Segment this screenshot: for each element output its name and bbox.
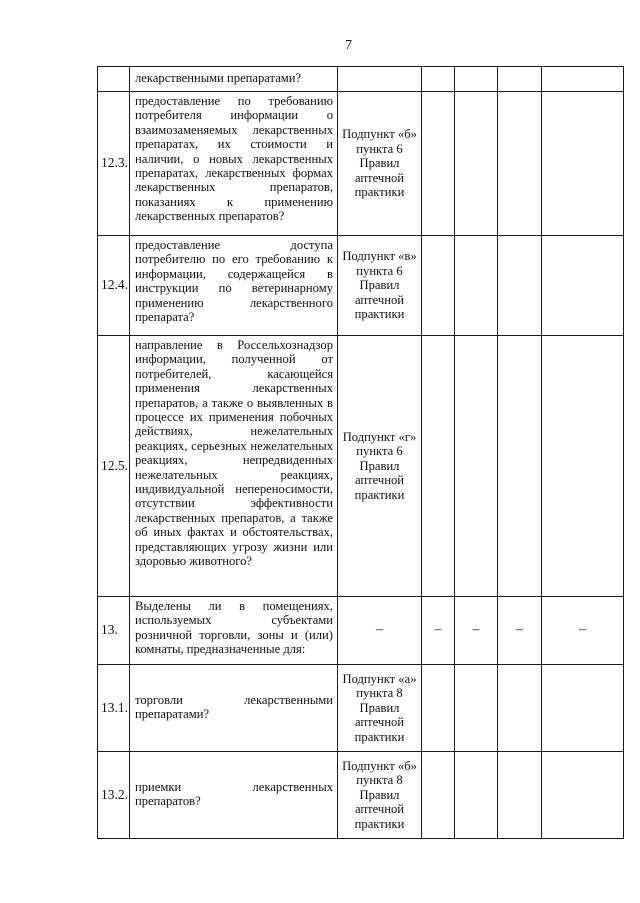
checklist-table [97, 66, 624, 839]
answer-no-cell[interactable] [455, 236, 498, 336]
legal-reference: Подпункт «в» пункта 6 Правил аптечной практики [338, 236, 422, 336]
legal-reference: Подпункт «б» пункта 6 Правил аптечной практики [338, 92, 422, 236]
question-text: предоставление доступа потребителю по его требованию к информации, содержащейся в инструкции по ветеринарному применению лекарственного препарата? [130, 236, 338, 336]
table-row [98, 92, 624, 236]
answer-yes-cell[interactable] [422, 752, 455, 839]
answer-na-cell[interactable] [498, 92, 542, 236]
answer-yes-cell[interactable] [422, 92, 455, 236]
row-number: 13. [98, 597, 130, 665]
row-number: 12.3. [98, 92, 130, 236]
notes-cell[interactable] [542, 67, 624, 92]
answer-na-cell[interactable] [498, 236, 542, 336]
legal-reference: Подпункт «б» пункта 8 Правил аптечной практики [338, 752, 422, 839]
notes-cell[interactable] [542, 752, 624, 839]
table-row [98, 67, 624, 92]
question-text: направление в Россельхознадзор информации, полученной от потребителей, касающейся применения лекарственных препаратов, а также о выявленных в процессе их применения побочных действиях, нежелательных реакциях, серьезных нежелательных реакциях, непредвиденных нежелательных реакциях, индивидуальной непереносимости, отсутствии эффективности лекарственных препаратов, а также об иных фактах и обстоятельствах, представляющих угрозу жизни или здоровью животного? [130, 336, 338, 597]
table-row [98, 336, 624, 597]
answer-yes-cell[interactable] [422, 665, 455, 752]
question-text: приемки лекарственных препаратов? [130, 752, 338, 839]
row-number: 13.1. [98, 665, 130, 752]
row-number: 13.2. [98, 752, 130, 839]
table-row [98, 665, 624, 752]
answer-na-cell[interactable] [498, 67, 542, 92]
notes-cell[interactable] [542, 236, 624, 336]
answer-no-cell[interactable] [455, 336, 498, 597]
table-row [98, 752, 624, 839]
notes-cell[interactable] [542, 665, 624, 752]
legal-reference [338, 67, 422, 92]
notes-cell[interactable] [542, 336, 624, 597]
answer-na-cell[interactable] [498, 665, 542, 752]
notes-cell: – [542, 597, 624, 665]
answer-na-cell[interactable] [498, 336, 542, 597]
answer-yes-cell[interactable] [422, 236, 455, 336]
answer-yes-cell[interactable] [422, 67, 455, 92]
table-row [98, 597, 624, 665]
answer-no-cell: – [455, 597, 498, 665]
question-text: Выделены ли в помещениях, используемых субъектами розничной торговли, зоны и (или) комнаты, предназначенные для: [130, 597, 338, 665]
table-row [98, 236, 624, 336]
answer-no-cell[interactable] [455, 752, 498, 839]
row-number: 12.5. [98, 336, 130, 597]
answer-no-cell[interactable] [455, 665, 498, 752]
question-text: лекарственными препаратами? [130, 67, 338, 92]
notes-cell[interactable] [542, 92, 624, 236]
row-number [98, 67, 130, 92]
answer-yes-cell: – [422, 597, 455, 665]
legal-reference: – [338, 597, 422, 665]
question-text: предоставление по требованию потребителя информации о взаимозаменяемых лекарственных препаратах, их стоимости и наличии, о новых лекарственных препаратах, лекарственных формах лекарственных препаратов, показаниях к применению лекарственных препаратов? [130, 92, 338, 236]
legal-reference: Подпункт «г» пункта 6 Правил аптечной практики [338, 336, 422, 597]
answer-no-cell[interactable] [455, 92, 498, 236]
answer-no-cell[interactable] [455, 67, 498, 92]
answer-yes-cell[interactable] [422, 336, 455, 597]
answer-na-cell[interactable] [498, 752, 542, 839]
question-text: торговли лекарственными препаратами? [130, 665, 338, 752]
answer-na-cell: – [498, 597, 542, 665]
row-number: 12.4. [98, 236, 130, 336]
legal-reference: Подпункт «а» пункта 8 Правил аптечной практики [338, 665, 422, 752]
page-number: 7 [345, 38, 352, 53]
